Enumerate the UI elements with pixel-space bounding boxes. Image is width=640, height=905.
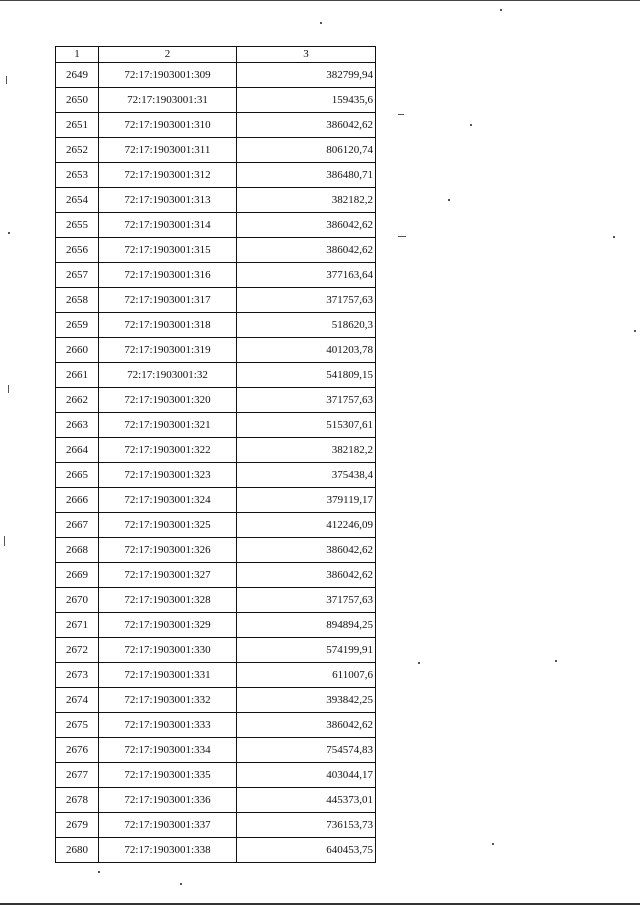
cadastral-value-cell: 736153,73 <box>237 813 376 838</box>
cadastral-value-cell: 386042,62 <box>237 563 376 588</box>
cadastral-value-cell: 371757,63 <box>237 288 376 313</box>
cadastral-value-cell: 379119,17 <box>237 488 376 513</box>
cadastral-number-cell: 72:17:1903001:331 <box>99 663 237 688</box>
cadastral-number-cell: 72:17:1903001:31 <box>99 88 237 113</box>
table-row <box>56 638 376 663</box>
cadastral-value-cell: 412246,09 <box>237 513 376 538</box>
cadastral-value-cell: 375438,4 <box>237 463 376 488</box>
scan-speck <box>6 76 7 84</box>
cadastral-value-cell: 806120,74 <box>237 138 376 163</box>
row-number-cell: 2664 <box>56 438 99 463</box>
cadastral-number-cell: 72:17:1903001:309 <box>99 63 237 88</box>
row-number-cell: 2659 <box>56 313 99 338</box>
column-header-3: 3 <box>237 47 376 63</box>
table-row <box>56 338 376 363</box>
row-number-cell: 2665 <box>56 463 99 488</box>
row-number-cell: 2654 <box>56 188 99 213</box>
cadastral-number-cell: 72:17:1903001:325 <box>99 513 237 538</box>
scan-speck <box>448 199 450 201</box>
table-row <box>56 613 376 638</box>
scan-speck <box>492 843 494 845</box>
cadastral-number-cell: 72:17:1903001:335 <box>99 763 237 788</box>
row-number-cell: 2658 <box>56 288 99 313</box>
cadastral-value-cell: 393842,25 <box>237 688 376 713</box>
cadastral-value-cell: 377163,64 <box>237 263 376 288</box>
cadastral-value-cell: 371757,63 <box>237 388 376 413</box>
cadastral-number-cell: 72:17:1903001:321 <box>99 413 237 438</box>
row-number-cell: 2651 <box>56 113 99 138</box>
table-row <box>56 63 376 88</box>
table-row <box>56 663 376 688</box>
row-number-cell: 2673 <box>56 663 99 688</box>
scan-top-edge <box>0 0 640 1</box>
cadastral-value-cell: 754574,83 <box>237 738 376 763</box>
row-number-cell: 2655 <box>56 213 99 238</box>
table-row <box>56 288 376 313</box>
table-row <box>56 363 376 388</box>
table-row <box>56 88 376 113</box>
cadastral-value-table <box>55 46 376 863</box>
cadastral-value-cell: 518620,3 <box>237 313 376 338</box>
cadastral-value-cell: 159435,6 <box>237 88 376 113</box>
cadastral-number-cell: 72:17:1903001:310 <box>99 113 237 138</box>
cadastral-number-cell: 72:17:1903001:324 <box>99 488 237 513</box>
table-row <box>56 588 376 613</box>
cadastral-number-cell: 72:17:1903001:333 <box>99 713 237 738</box>
table-row <box>56 313 376 338</box>
cadastral-number-cell: 72:17:1903001:326 <box>99 538 237 563</box>
cadastral-value-cell: 386042,62 <box>237 713 376 738</box>
row-number-cell: 2667 <box>56 513 99 538</box>
cadastral-value-cell: 371757,63 <box>237 588 376 613</box>
row-number-cell: 2653 <box>56 163 99 188</box>
row-number-cell: 2649 <box>56 63 99 88</box>
cadastral-value-cell: 386042,62 <box>237 538 376 563</box>
cadastral-value-cell: 386042,62 <box>237 113 376 138</box>
table-row <box>56 563 376 588</box>
table-row <box>56 263 376 288</box>
cadastral-number-cell: 72:17:1903001:327 <box>99 563 237 588</box>
row-number-cell: 2679 <box>56 813 99 838</box>
scan-speck <box>613 236 615 238</box>
cadastral-number-cell: 72:17:1903001:337 <box>99 813 237 838</box>
row-number-cell: 2662 <box>56 388 99 413</box>
row-number-cell: 2657 <box>56 263 99 288</box>
scan-speck <box>398 114 404 115</box>
scan-speck <box>8 385 9 393</box>
cadastral-number-cell: 72:17:1903001:320 <box>99 388 237 413</box>
cadastral-number-cell: 72:17:1903001:32 <box>99 363 237 388</box>
cadastral-number-cell: 72:17:1903001:315 <box>99 238 237 263</box>
cadastral-number-cell: 72:17:1903001:311 <box>99 138 237 163</box>
table-row <box>56 188 376 213</box>
table-row <box>56 238 376 263</box>
scan-speck <box>398 236 406 237</box>
row-number-cell: 2656 <box>56 238 99 263</box>
table-row <box>56 538 376 563</box>
cadastral-value-cell: 401203,78 <box>237 338 376 363</box>
cadastral-number-cell: 72:17:1903001:319 <box>99 338 237 363</box>
row-number-cell: 2675 <box>56 713 99 738</box>
cadastral-number-cell: 72:17:1903001:316 <box>99 263 237 288</box>
table-row <box>56 388 376 413</box>
cadastral-number-cell: 72:17:1903001:334 <box>99 738 237 763</box>
table-row <box>56 113 376 138</box>
cadastral-value-cell: 382182,2 <box>237 188 376 213</box>
scan-speck <box>418 662 420 664</box>
row-number-cell: 2663 <box>56 413 99 438</box>
table-row <box>56 213 376 238</box>
table-row <box>56 438 376 463</box>
scan-speck <box>180 883 182 885</box>
scan-speck <box>98 871 100 873</box>
scan-speck <box>320 22 322 24</box>
table-header <box>56 47 376 63</box>
scan-speck <box>8 232 10 234</box>
row-number-cell: 2669 <box>56 563 99 588</box>
table-row <box>56 513 376 538</box>
row-number-cell: 2671 <box>56 613 99 638</box>
cadastral-number-cell: 72:17:1903001:312 <box>99 163 237 188</box>
cadastral-value-cell: 640453,75 <box>237 838 376 863</box>
row-number-cell: 2677 <box>56 763 99 788</box>
cadastral-number-cell: 72:17:1903001:323 <box>99 463 237 488</box>
column-header-2: 2 <box>99 47 237 63</box>
cadastral-number-cell: 72:17:1903001:314 <box>99 213 237 238</box>
row-number-cell: 2660 <box>56 338 99 363</box>
row-number-cell: 2661 <box>56 363 99 388</box>
scan-speck <box>500 9 502 11</box>
scan-speck <box>555 660 557 662</box>
cadastral-number-cell: 72:17:1903001:330 <box>99 638 237 663</box>
cadastral-number-cell: 72:17:1903001:328 <box>99 588 237 613</box>
table-row <box>56 713 376 738</box>
cadastral-value-cell: 403044,17 <box>237 763 376 788</box>
cadastral-value-cell: 574199,91 <box>237 638 376 663</box>
table-row <box>56 738 376 763</box>
row-number-cell: 2652 <box>56 138 99 163</box>
table-row <box>56 813 376 838</box>
cadastral-number-cell: 72:17:1903001:329 <box>99 613 237 638</box>
table-row <box>56 413 376 438</box>
cadastral-value-cell: 382182,2 <box>237 438 376 463</box>
row-number-cell: 2674 <box>56 688 99 713</box>
table-row <box>56 838 376 863</box>
cadastral-number-cell: 72:17:1903001:313 <box>99 188 237 213</box>
row-number-cell: 2650 <box>56 88 99 113</box>
row-number-cell: 2676 <box>56 738 99 763</box>
cadastral-number-cell: 72:17:1903001:318 <box>99 313 237 338</box>
cadastral-value-cell: 541809,15 <box>237 363 376 388</box>
table-row <box>56 463 376 488</box>
cadastral-value-cell: 386042,62 <box>237 213 376 238</box>
column-header-1: 1 <box>56 47 99 63</box>
table-row <box>56 488 376 513</box>
cadastral-value-cell: 386480,71 <box>237 163 376 188</box>
table-row <box>56 163 376 188</box>
cadastral-number-cell: 72:17:1903001:322 <box>99 438 237 463</box>
table-body <box>56 63 376 863</box>
cadastral-value-cell: 894894,25 <box>237 613 376 638</box>
cadastral-value-cell: 445373,01 <box>237 788 376 813</box>
scan-speck <box>634 330 636 332</box>
table-row <box>56 138 376 163</box>
cadastral-number-cell: 72:17:1903001:336 <box>99 788 237 813</box>
scan-speck <box>470 124 472 126</box>
cadastral-value-cell: 382799,94 <box>237 63 376 88</box>
row-number-cell: 2672 <box>56 638 99 663</box>
table-row <box>56 763 376 788</box>
cadastral-number-cell: 72:17:1903001:317 <box>99 288 237 313</box>
header-row <box>56 47 376 63</box>
table-row <box>56 788 376 813</box>
row-number-cell: 2678 <box>56 788 99 813</box>
table-row <box>56 688 376 713</box>
row-number-cell: 2668 <box>56 538 99 563</box>
row-number-cell: 2670 <box>56 588 99 613</box>
cadastral-value-cell: 386042,62 <box>237 238 376 263</box>
row-number-cell: 2680 <box>56 838 99 863</box>
cadastral-number-cell: 72:17:1903001:338 <box>99 838 237 863</box>
scan-speck <box>4 536 5 546</box>
cadastral-number-cell: 72:17:1903001:332 <box>99 688 237 713</box>
cadastral-value-cell: 515307,61 <box>237 413 376 438</box>
cadastral-value-cell: 611007,6 <box>237 663 376 688</box>
row-number-cell: 2666 <box>56 488 99 513</box>
